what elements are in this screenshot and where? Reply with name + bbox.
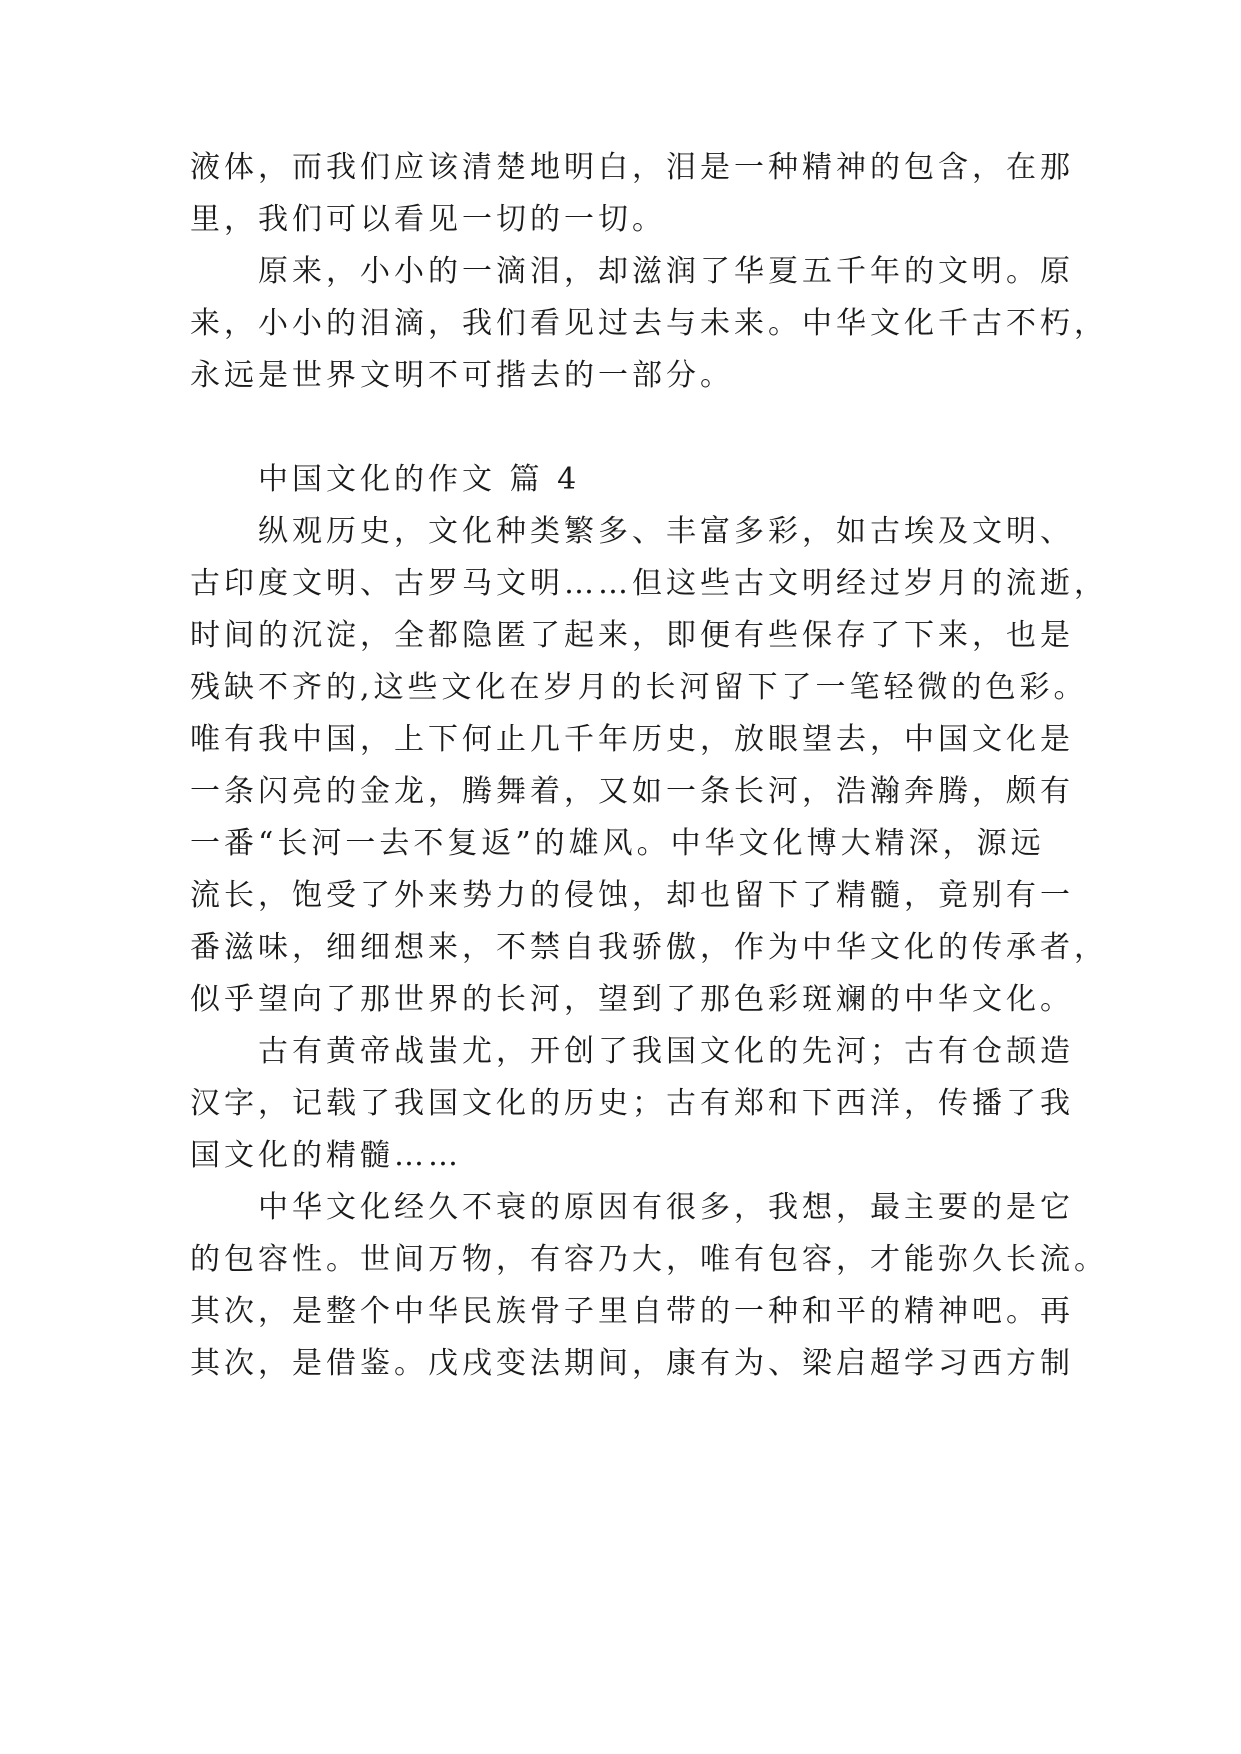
text-line: 中华文化经久不衰的原因有很多，我想，最主要的是它 — [258, 1190, 1074, 1225]
text-line: 唯有我中国，上下何止几千年历史，放眼望去，中国文化是 — [190, 722, 1074, 757]
text-line: 纵观历史，文化种类繁多、丰富多彩，如古埃及文明、 — [258, 514, 1074, 549]
text-line: 原来，小小的一滴泪，却滋润了华夏五千年的文明。原 — [258, 254, 1074, 289]
text-line: 汉字，记载了我国文化的历史；古有郑和下西洋，传播了我 — [190, 1086, 1074, 1121]
text-line: 国文化的精髓…… — [190, 1138, 462, 1173]
text-line: 其次，是借鉴。戊戌变法期间，康有为、梁启超学习西方制 — [190, 1346, 1074, 1381]
text-line: 流长，饱受了外来势力的侵蚀，却也留下了精髓，竟别有一 — [190, 878, 1074, 913]
section-heading: 中国文化的作文 篇 4 — [258, 462, 581, 497]
text-line: 一条闪亮的金龙，腾舞着，又如一条长河，浩瀚奔腾，颇有 — [190, 774, 1074, 809]
text-line: 似乎望向了那世界的长河，望到了那色彩斑斓的中华文化。 — [190, 982, 1074, 1017]
text-line: 番滋味，细细想来，不禁自我骄傲，作为中华文化的传承者， — [190, 930, 1108, 965]
text-line: 来，小小的泪滴，我们看见过去与未来。中华文化千古不朽， — [190, 306, 1108, 341]
text-line: 残缺不齐的,这些文化在岁月的长河留下了一笔轻微的色彩。 — [190, 670, 1088, 705]
text-line: 液体，而我们应该清楚地明白，泪是一种精神的包含，在那 — [190, 150, 1074, 185]
text-line: 古有黄帝战蚩尤，开创了我国文化的先河；古有仓颉造 — [258, 1034, 1074, 1069]
text-line: 里，我们可以看见一切的一切。 — [190, 202, 666, 237]
text-line: 古印度文明、古罗马文明……但这些古文明经过岁月的流逝， — [190, 566, 1108, 601]
text-line: 其次，是整个中华民族骨子里自带的一种和平的精神吧。再 — [190, 1294, 1074, 1329]
text-line: 时间的沉淀，全都隐匿了起来，即便有些保存了下来，也是 — [190, 618, 1074, 653]
text-line: 一番“长河一去不复返”的雄风。中华文化博大精深，源远 — [190, 826, 1045, 861]
text-line: 的包容性。世间万物，有容乃大，唯有包容，才能弥久长流。 — [190, 1242, 1108, 1277]
text-line: 永远是世界文明不可揩去的一部分。 — [190, 358, 734, 393]
